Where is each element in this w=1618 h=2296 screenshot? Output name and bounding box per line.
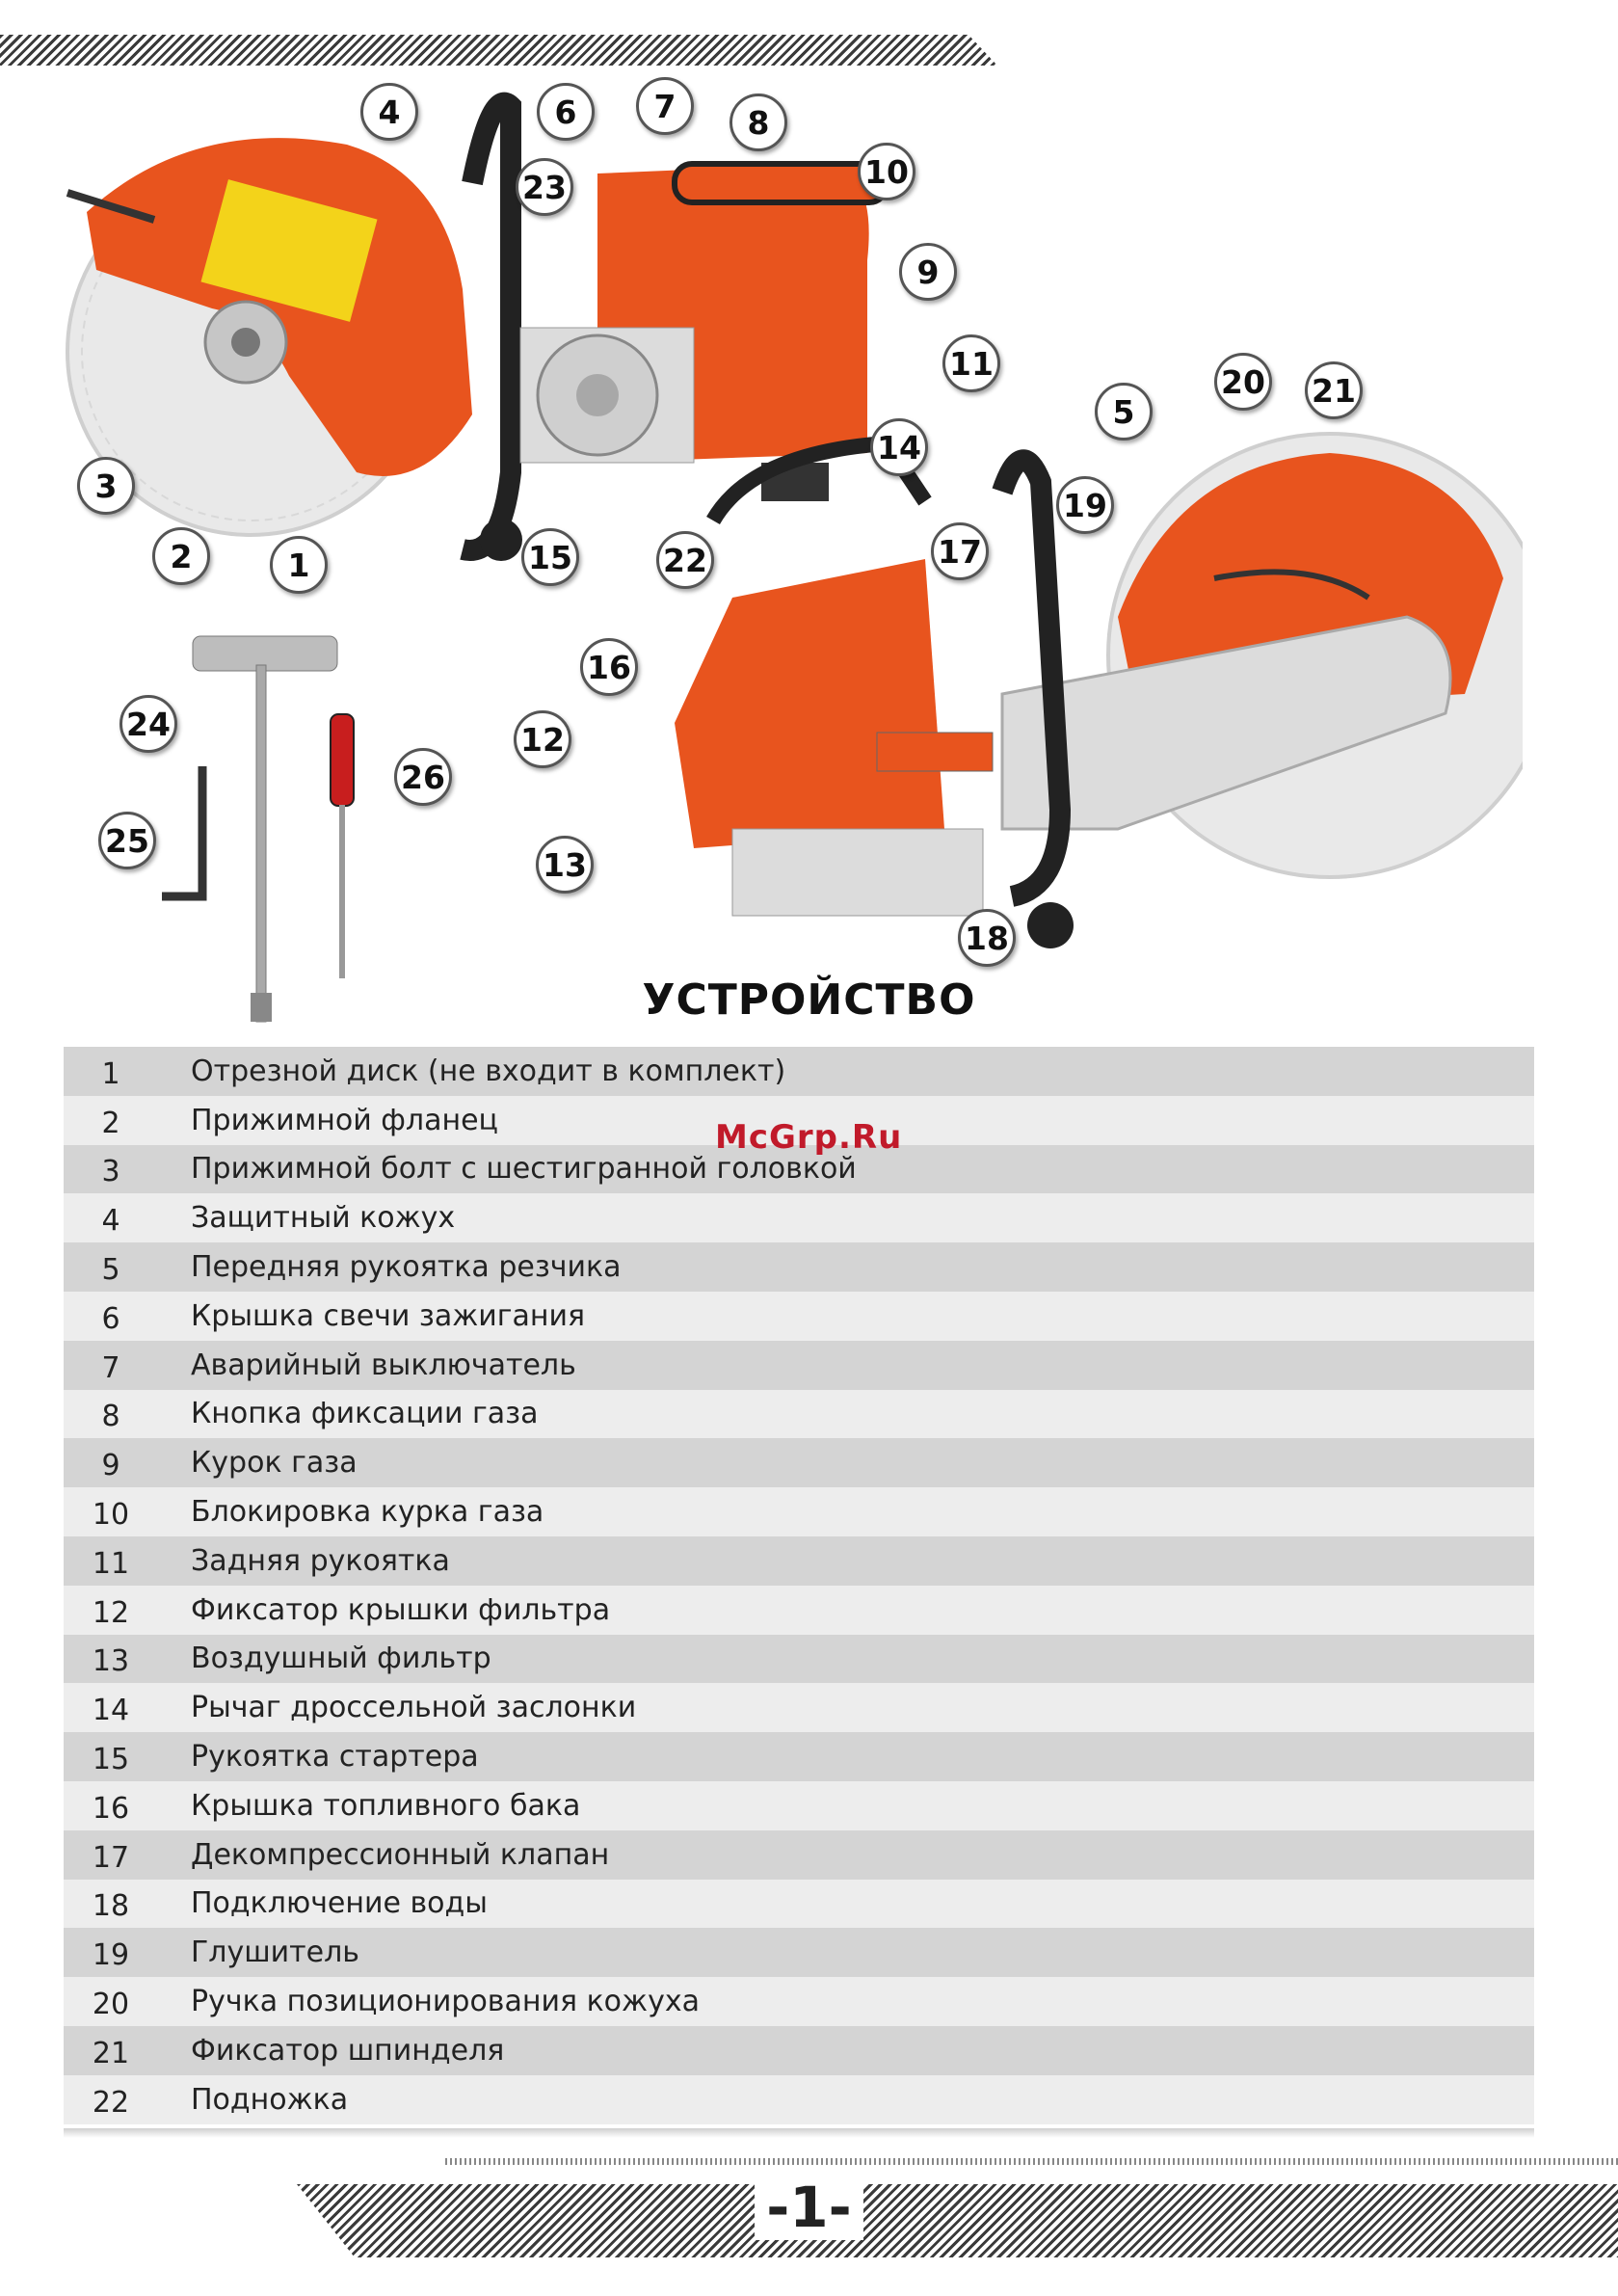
part-number: 22 [92,2085,130,2120]
part-label: Защитный кожух [191,1201,456,1236]
callout-21: 21 [1305,361,1363,419]
table-row [64,1242,1534,1292]
part-label: Кнопка фиксации газа [191,1397,539,1431]
part-label: Отрезной диск (не входит в комплект) [191,1054,786,1088]
screwdriver-illustration [323,708,361,988]
part-number: 4 [101,1204,120,1239]
part-label: Воздушный фильтр [191,1642,491,1676]
part-number: 17 [92,1840,130,1875]
part-number: 19 [92,1938,130,1973]
part-label: Глушитель [191,1936,359,1970]
callout-4: 4 [360,83,418,141]
part-number: 10 [92,1498,130,1533]
table-row [64,1193,1534,1242]
part-label: Прижимной фланец [191,1103,498,1137]
page-title: УСТРОЙСТВО [642,975,976,1025]
part-label: Крышка топливного бака [191,1788,581,1823]
part-label: Подножка [191,2082,349,2117]
table-row [64,1438,1534,1487]
callout-2: 2 [152,527,210,585]
watermark: McGrp.Ru [715,1118,903,1157]
callout-8: 8 [729,93,787,151]
part-number: 12 [92,1595,130,1630]
part-number: 15 [92,1743,130,1777]
part-label: Подключение воды [191,1886,488,1921]
part-label: Фиксатор крышки фильтра [191,1592,611,1627]
part-number: 20 [92,1988,130,2022]
part-label: Ручка позиционирования кожуха [191,1985,700,2019]
callout-16: 16 [580,638,638,696]
table-row [64,1732,1534,1781]
part-label: Декомпрессионный клапан [191,1837,610,1872]
callout-12: 12 [514,710,571,768]
table-row [64,2075,1534,2124]
part-label: Прижимной болт с шестигранной головкой [191,1152,857,1187]
top-hatch-band [0,35,997,66]
callout-23: 23 [516,158,573,216]
callout-11: 11 [942,334,1000,392]
callout-1: 1 [270,536,328,594]
table-row [64,1586,1534,1635]
part-label: Блокировка курка газа [191,1495,544,1530]
bottom-dotted-line [445,2158,1618,2165]
part-label: Курок газа [191,1446,358,1481]
part-label: Рычаг дроссельной заслонки [191,1691,637,1725]
part-number: 5 [101,1253,120,1288]
part-number: 21 [92,2036,130,2070]
part-number: 11 [92,1546,130,1581]
part-label: Передняя рукоятка резчика [191,1250,622,1285]
table-row [64,2026,1534,2075]
table-row [64,1683,1534,1732]
callout-15: 15 [521,528,579,586]
table-row [64,1781,1534,1830]
callout-24: 24 [119,695,177,753]
table-row [64,1487,1534,1536]
callout-5: 5 [1095,383,1153,441]
table-row [64,1292,1534,1341]
part-number: 1 [101,1056,120,1091]
callout-26: 26 [394,748,452,806]
table-row [64,1928,1534,1977]
table-row [64,1880,1534,1929]
callout-19: 19 [1056,476,1114,534]
table-row [64,1830,1534,1880]
callout-13: 13 [536,836,594,894]
table-row [64,1390,1534,1439]
callout-7: 7 [636,77,694,135]
table-row [64,1977,1534,2026]
part-number: 9 [101,1449,120,1483]
callout-20: 20 [1214,353,1272,411]
part-number: 18 [92,1889,130,1924]
callout-14: 14 [870,418,928,476]
part-number: 8 [101,1400,120,1434]
part-label: Задняя рукоятка [191,1543,450,1578]
parts-table [64,1047,1534,2124]
page-number-text: -1- [755,2175,863,2240]
callout-6: 6 [537,83,595,141]
part-number: 3 [101,1155,120,1189]
part-number: 16 [92,1791,130,1826]
part-number: 2 [101,1106,120,1140]
table-row [64,1536,1534,1586]
part-label: Рукоятка стартера [191,1740,479,1775]
callout-22: 22 [656,531,714,589]
callout-17: 17 [931,522,989,580]
part-label: Крышка свечи зажигания [191,1298,586,1333]
hex-key-illustration [154,761,212,906]
page-number [0,2175,1618,2240]
table-row [64,1635,1534,1684]
callout-3: 3 [77,457,135,515]
table-row [64,1341,1534,1390]
callout-25: 25 [98,812,156,869]
part-number: 6 [101,1301,120,1336]
part-label: Аварийный выключатель [191,1348,576,1382]
callout-18: 18 [958,909,1016,967]
callout-10: 10 [858,143,915,200]
part-number: 14 [92,1694,130,1728]
part-label: Фиксатор шпинделя [191,2033,505,2068]
callout-9: 9 [899,243,957,301]
part-number: 13 [92,1644,130,1679]
table-bottom-shadow [64,2128,1534,2138]
table-row [64,1047,1534,1096]
part-number: 7 [101,1350,120,1385]
